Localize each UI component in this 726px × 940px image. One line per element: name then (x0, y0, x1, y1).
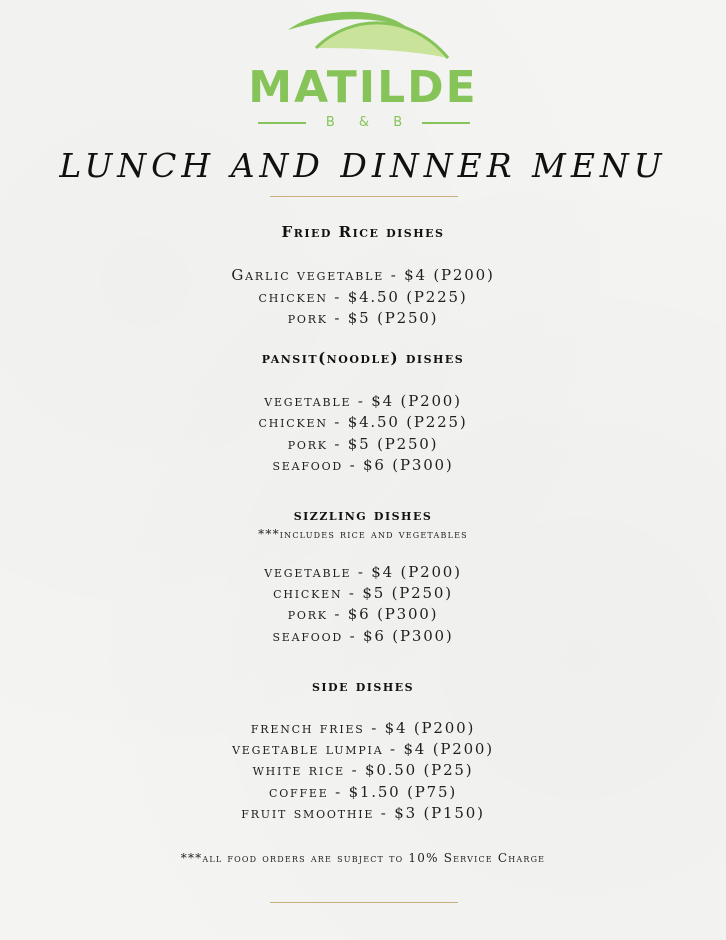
brand-subtitle (258, 113, 470, 133)
menu-item: vegetable - $4 (P200) (264, 563, 462, 581)
title-divider (270, 196, 458, 197)
menu-item: chicken - $5 (P250) (273, 584, 453, 602)
brand-sub-label: B & B (325, 115, 413, 130)
brand-name: MATILDE (248, 62, 478, 113)
section-heading-side: side dishes (311, 677, 415, 695)
menu-item: coffee - $1.50 (P75) (269, 783, 457, 801)
menu-item: seafood - $6 (P300) (272, 627, 454, 645)
menu-item: pork - $5 (P250) (287, 435, 439, 453)
menu-item: vegetable - $4 (P200) (264, 392, 462, 410)
brand-rule-left (258, 122, 306, 124)
menu-item: french fries - $4 (P200) (250, 719, 476, 737)
menu-item: chicken - $4.50 (P225) (258, 413, 468, 431)
footer-divider (270, 902, 458, 903)
menu-item: vegetable lumpia - $4 (P200) (232, 740, 494, 758)
section-heading-pansit: pansit(noodle) dishes (261, 349, 465, 367)
menu-item: pork - $5 (P250) (287, 309, 439, 327)
section-note-sizzling: ***includes rice and vegetables (258, 527, 468, 541)
menu-title: LUNCH AND DINNER MENU (59, 146, 667, 185)
menu-item: seafood - $6 (P300) (272, 456, 454, 474)
menu-item: white rice - $0.50 (P25) (252, 761, 474, 779)
menu-item: pork - $6 (P300) (287, 605, 439, 623)
matilde-logo-icon (280, 6, 450, 66)
menu-item: Garlic vegetable - $4 (P200) (231, 266, 495, 284)
menu-item: fruit smoothie - $3 (P150) (241, 804, 485, 822)
section-heading-fried-rice: Fried Rice dishes (281, 223, 445, 241)
section-heading-sizzling: sizzling dishes (293, 506, 433, 524)
menu-item: chicken - $4.50 (P225) (258, 288, 468, 306)
service-charge-note: ***all food orders are subject to 10% Service Charge (180, 851, 546, 865)
brand-rule-right (422, 122, 470, 124)
